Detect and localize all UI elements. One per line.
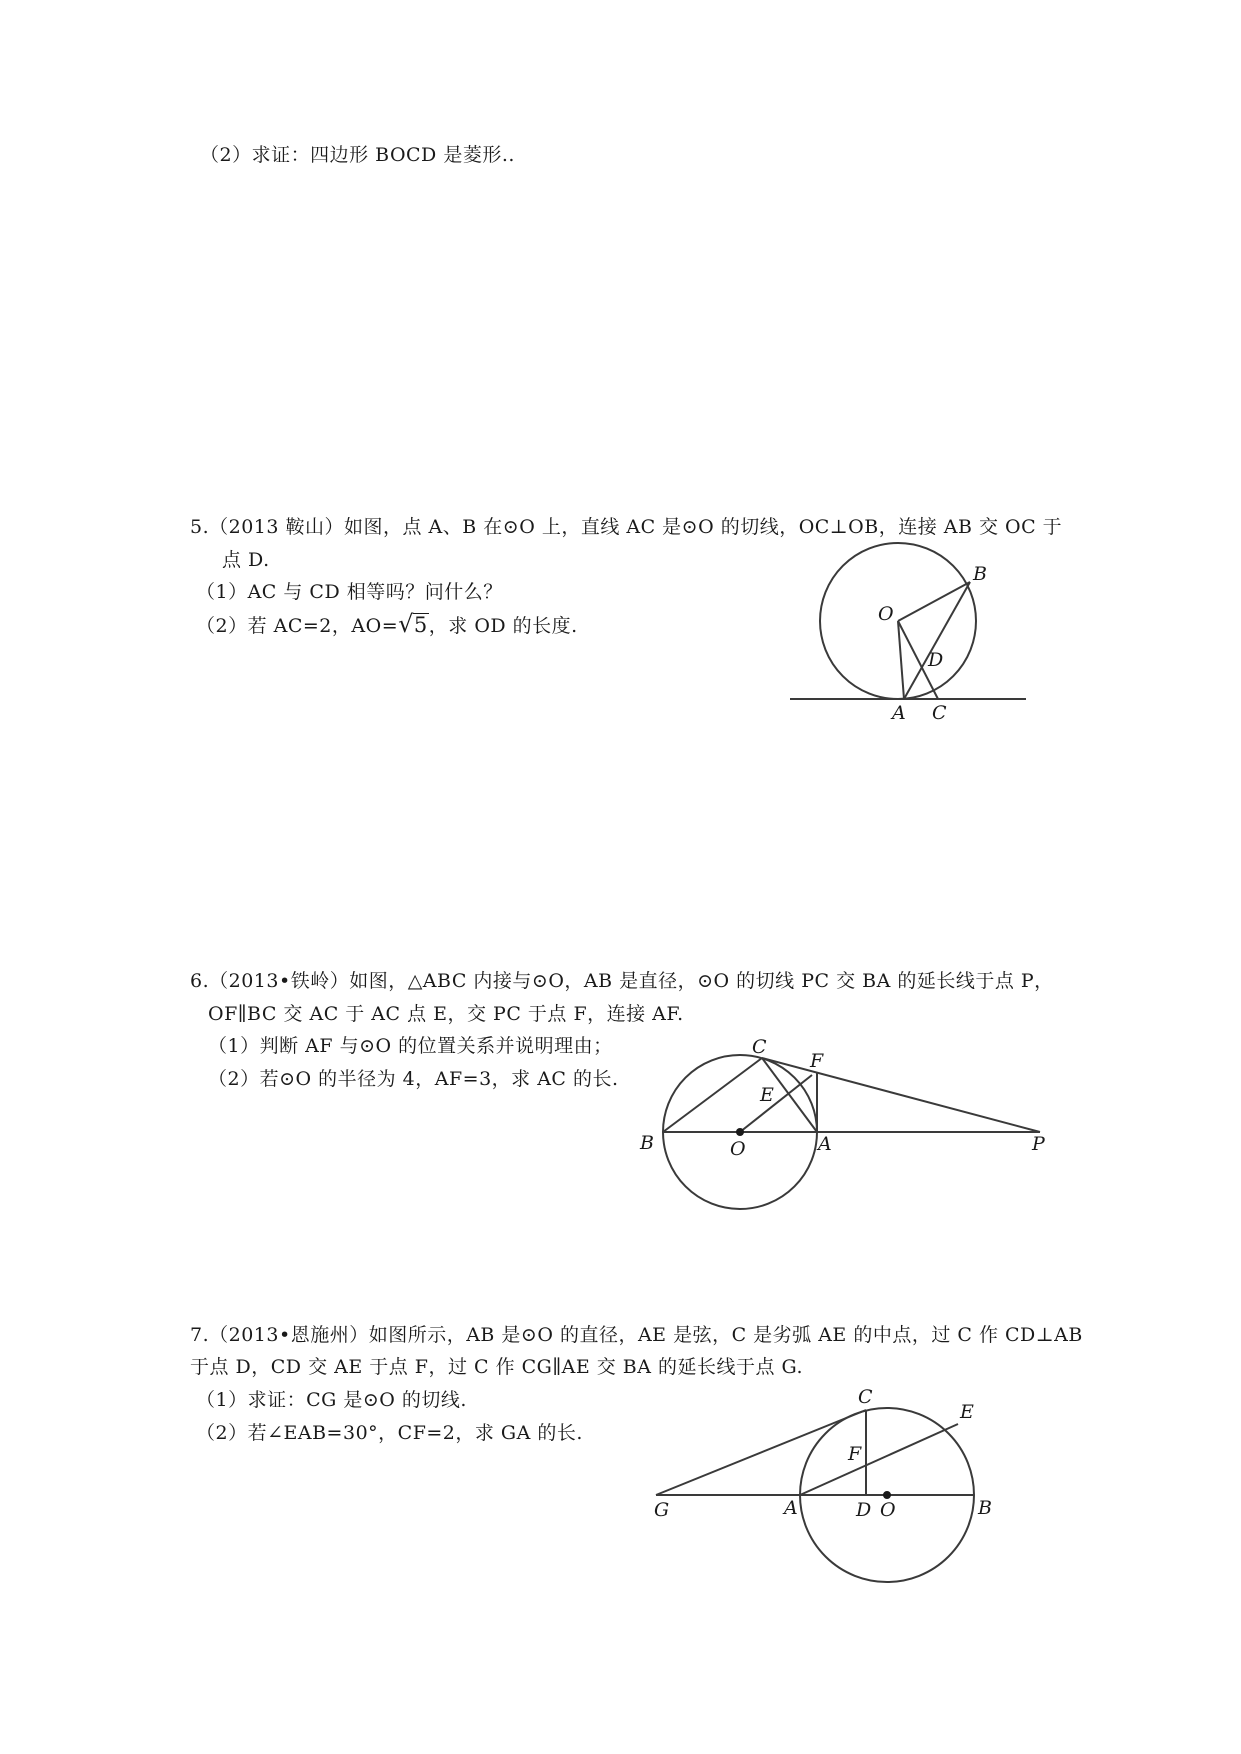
q6-part1: （1）判断 AF 与⊙O 的位置关系并说明理由； <box>208 1035 613 1057</box>
q4-part2: （2）求证：四边形 BOCD 是菱形.. <box>200 144 515 166</box>
q7-stem-line1: 7.（2013•恩施州）如图所示，AB 是⊙O 的直径，AE 是弦，C 是劣弧 AE 的中点，过 C 作 CD⊥AB <box>190 1324 1083 1346</box>
q7-label-A: A <box>784 1497 798 1519</box>
q7-figure <box>640 1378 1020 1598</box>
q6-label-A: A <box>818 1133 832 1155</box>
q7-line-GC <box>656 1410 866 1495</box>
q7-label-F: F <box>848 1443 862 1465</box>
q5-label-B: B <box>973 563 987 585</box>
radicand: 5 <box>413 613 428 637</box>
q5-stem-line2: 点 D. <box>222 549 270 571</box>
q6-line-OF <box>740 1075 812 1132</box>
q5-label-O: O <box>878 603 894 625</box>
q5-part2-suffix: ，求 OD 的长度. <box>428 615 578 637</box>
q7-label-B: B <box>978 1497 992 1519</box>
q5-part2 <box>196 612 578 638</box>
q6-figure <box>630 1022 1070 1212</box>
q5-label-A: A <box>892 702 906 724</box>
q6-label-F: F <box>810 1050 824 1072</box>
q7-label-C: C <box>858 1386 873 1408</box>
q7-part2: （2）若∠EAB=30°，CF=2，求 GA 的长. <box>196 1422 583 1444</box>
q7-label-O: O <box>880 1499 896 1521</box>
q6-label-O: O <box>730 1138 746 1160</box>
q6-label-E: E <box>760 1084 774 1106</box>
q5-label-D: D <box>928 649 944 671</box>
sqrt-expression <box>398 612 429 638</box>
q6-label-C: C <box>752 1036 767 1058</box>
q6-center-dot <box>736 1128 744 1136</box>
q6-stem-line1: 6.（2013•铁岭）如图，△ABC 内接与⊙O，AB 是直径，⊙O 的切线 PC 交 BA 的延长线于点 P， <box>190 970 1054 992</box>
q5-part1: （1）AC 与 CD 相等吗？问什么？ <box>196 581 503 603</box>
q7-label-G: G <box>654 1499 670 1521</box>
q6-label-B: B <box>640 1132 654 1154</box>
q5-label-C: C <box>932 702 947 724</box>
q6-line-CP <box>762 1058 1040 1132</box>
q7-label-E: E <box>960 1401 974 1423</box>
q6-label-P: P <box>1032 1133 1045 1155</box>
q5-figure <box>780 560 1040 724</box>
q7-center-dot <box>883 1491 891 1499</box>
q5-part2-prefix: （2）若 AC=2，AO= <box>196 615 399 637</box>
q5-stem-line1: 5.（2013 鞍山）如图，点 A、B 在⊙O 上，直线 AC 是⊙O 的切线，OC⊥OB，连接 AB 交 OC 于 <box>190 516 1063 538</box>
q7-part1: （1）求证：CG 是⊙O 的切线. <box>196 1389 467 1411</box>
q7-stem-line2: 于点 D，CD 交 AE 于点 F，过 C 作 CG∥AE 交 BA 的延长线于点 G. <box>190 1356 804 1378</box>
q6-stem-line2: OF∥BC 交 AC 于 AC 点 E，交 PC 于点 F，连接 AF. <box>208 1003 684 1025</box>
q6-part2: （2）若⊙O 的半径为 4，AF=3，求 AC 的长. <box>208 1068 619 1090</box>
q6-line-BC <box>663 1058 762 1132</box>
q7-label-D: D <box>856 1499 872 1521</box>
sqrt-icon: √ <box>398 610 414 638</box>
